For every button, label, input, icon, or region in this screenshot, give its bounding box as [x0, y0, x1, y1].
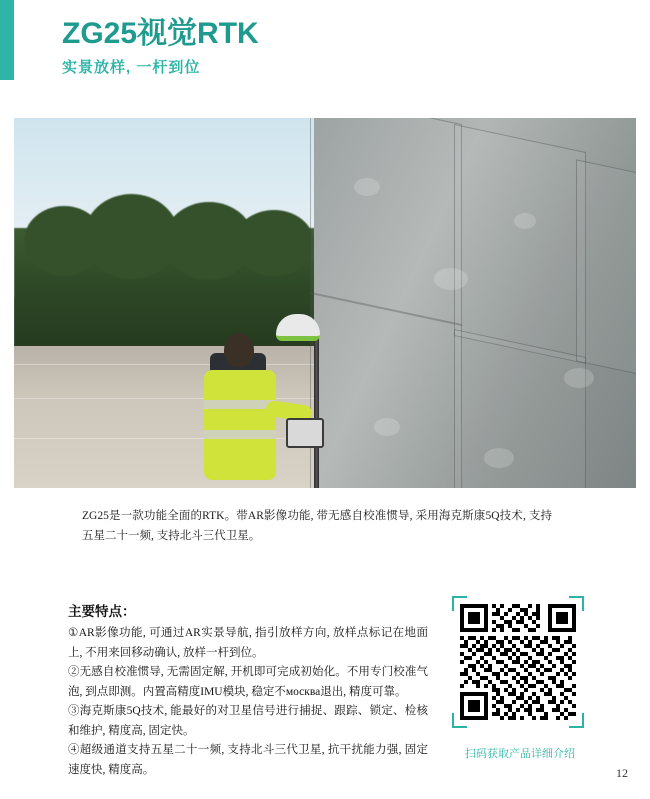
features-list	[68, 624, 428, 780]
safety-vest	[204, 370, 276, 480]
product-caption: ZG25是一款功能全面的RTK。带AR影像功能, 带无感自校准惯导, 采用海克斯康5Q技术, 支持五星二十一频, 支持北斗三代卫星。	[82, 510, 552, 542]
concrete-wall	[314, 118, 636, 488]
qr-code-frame	[452, 596, 584, 728]
page-title: ZG25视觉RTK	[62, 17, 259, 50]
handheld-controller	[286, 418, 324, 448]
page-number: 12	[616, 766, 628, 780]
hero-image	[14, 118, 636, 488]
feature-item: ③海克斯康5Q技术, 能最好的对卫星信号进行捕捉、跟踪、锁定、检核和维护, 精度高, 固定快。	[68, 705, 428, 737]
feature-item: ①AR影像功能, 可通过AR实景导航, 指引放样方向, 放样点标记在地面上, 不用来回移动确认, 放样一杆到位。	[68, 627, 428, 659]
features-heading: 主要特点：	[68, 604, 136, 619]
qr-code-icon	[460, 604, 576, 720]
page-subtitle: 实景放样, 一杆到位	[62, 59, 201, 76]
left-accent-bar	[0, 0, 14, 799]
product-detail-qr-code[interactable]	[460, 604, 576, 720]
feature-item: ②无感自校准惯导, 无需固定解, 开机即可完成初始化。不用专门校准气泡, 到点即测。内置高精度IMU模块, 稳定不москва退出, 精度可靠。	[68, 666, 428, 698]
qr-caption: 扫码获取产品详细介绍	[465, 748, 575, 760]
surveyor-head	[224, 333, 254, 367]
feature-item: ④超级通道支持五星二十一频, 支持北斗三代卫星, 抗干扰能力强, 固定速度快, 精度高。	[68, 744, 428, 776]
rtk-pole	[314, 328, 319, 488]
